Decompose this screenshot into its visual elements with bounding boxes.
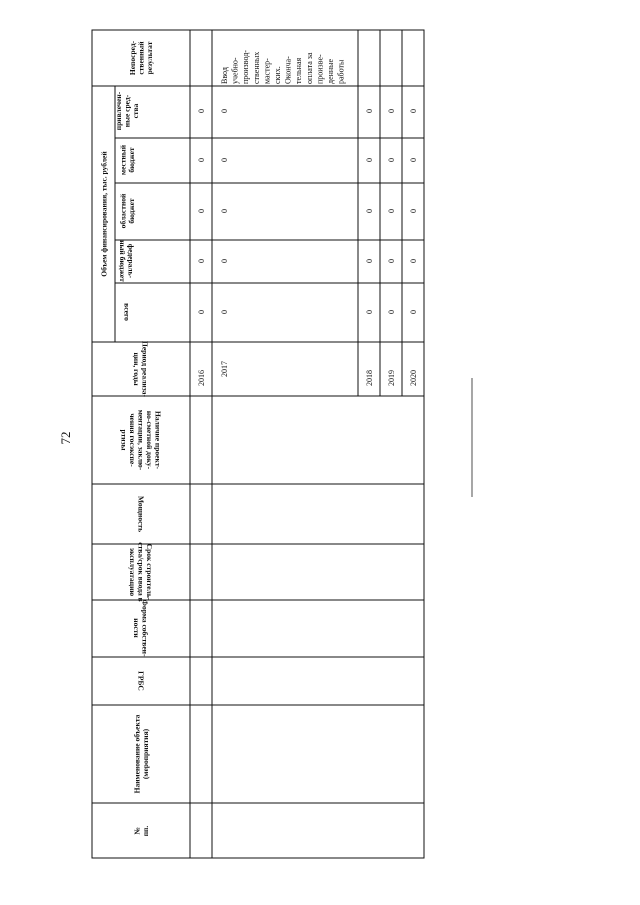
cell-regional-2019: 0 [387,209,396,213]
cell-total-2017: 0 [220,310,229,314]
cell-total-2016: 0 [197,310,206,314]
header-name [132,714,150,793]
cell-attracted-2016: 0 [197,109,206,113]
cell-total-2018: 0 [365,310,374,314]
header-federal-line: федераль- [126,243,136,279]
header-period [132,341,150,397]
header-capacity-line: Мощность [136,495,146,533]
cell-regional-2016: 0 [197,209,206,213]
header-capacity [136,496,145,532]
cell-result-line: денные [326,58,335,84]
cell-attracted-2019: 0 [387,109,396,113]
cell-year-2017: 2017 [220,361,229,377]
cell-federal-2020: 0 [409,259,418,263]
header-result-line: результат [145,41,155,75]
cell-regional-2017: 0 [220,209,229,213]
header-result-line: ственный [136,41,146,75]
header-funding-group-line: Объем финансирования, тыс. рублей [99,151,109,277]
cell-result-line: мастер- [262,58,272,84]
cell-total-2020: 0 [409,310,418,314]
cell-local-2018: 0 [365,158,374,162]
cell-result-line: работы [336,59,346,84]
header-ownership [132,600,150,657]
header-regional-line: областной [118,193,128,229]
cell-year-2020: 2020 [409,370,418,386]
cell-local-2019: 0 [387,158,396,162]
header-design-docs-line: но-сметной доку- [144,410,154,470]
header-attracted-line: ные сред- [122,94,132,128]
header-result-line: Непосред- [128,40,138,76]
header-construction-line: Срок строитель- [144,543,154,601]
header-name-line: Наименование объекта [132,714,142,794]
header-design-docs-line: чения госэкспе- [127,413,137,467]
cell-federal-2017: 0 [220,259,229,263]
cell-result-line: оплата за [304,52,314,84]
cell-federal-2016: 0 [197,259,206,263]
header-attracted-line: привлечен- [114,91,124,131]
cell-result-line: ских. [273,66,282,84]
header-regional [118,193,135,228]
header-funding-group [100,151,109,277]
header-num-line: пп. [140,825,150,837]
header-num [132,826,150,837]
header-federal [118,240,136,282]
header-construction-line: ства/срок ввода в [136,542,146,602]
header-design-docs-line: ментации, заклю- [136,409,146,471]
cell-local-2016: 0 [197,158,206,162]
cell-regional-2020: 0 [409,209,418,213]
cell-result-line: ственных [251,51,261,84]
header-result [128,40,154,75]
cell-year-2019: 2019 [387,370,396,386]
header-regional-line: бюджет [126,198,136,224]
header-grbs [136,671,145,691]
cell-result-line: учебно- [230,57,240,84]
header-ownership-line: Форма собствен- [140,599,150,657]
cell-attracted-2020: 0 [409,109,418,113]
header-total-line: всего [122,303,132,321]
cell-federal-2019: 0 [387,259,396,263]
cell-year-2016: 2016 [197,370,206,386]
header-construction [128,542,154,601]
header-construction-line: эксплуатацию [127,547,137,597]
cell-result-line: производ- [241,50,251,84]
header-local [118,144,135,175]
cell-total-2019: 0 [387,310,396,314]
page-number: 72 [58,431,73,445]
header-attracted [114,91,140,130]
header-name-line: (мероприятия) [140,728,150,780]
cell-local-2017: 0 [220,158,229,162]
header-design-docs [119,410,162,471]
header-attracted-line: ства [131,103,141,119]
cell-result-line: произве- [315,54,325,84]
cell-result-line: тельная [294,57,304,84]
header-federal-line: ный бюджет [118,240,128,282]
cell-attracted-2018: 0 [365,109,374,113]
cell-local-2020: 0 [409,158,418,162]
header-design-docs-line: Наличие проект- [153,410,163,470]
header-num-line: № [132,827,142,835]
header-local-line: местный [118,144,128,176]
header-design-docs-line: ртизы [119,429,129,451]
header-period-line: ции, годы [132,352,142,386]
header-total [122,303,131,321]
cell-regional-2018: 0 [365,209,374,213]
cell-result-line: Оконча- [283,56,293,84]
cell-year-2018: 2018 [365,370,374,386]
cell-result-line: Ввод [220,67,229,84]
header-period-line: Период реализа- [140,341,150,397]
header-ownership-line: ности [132,618,142,638]
cell-federal-2018: 0 [365,259,374,263]
cell-attracted-2017: 0 [220,109,229,113]
header-grbs-line: ГРБС [136,671,146,691]
header-local-line: бюджет [126,147,136,173]
